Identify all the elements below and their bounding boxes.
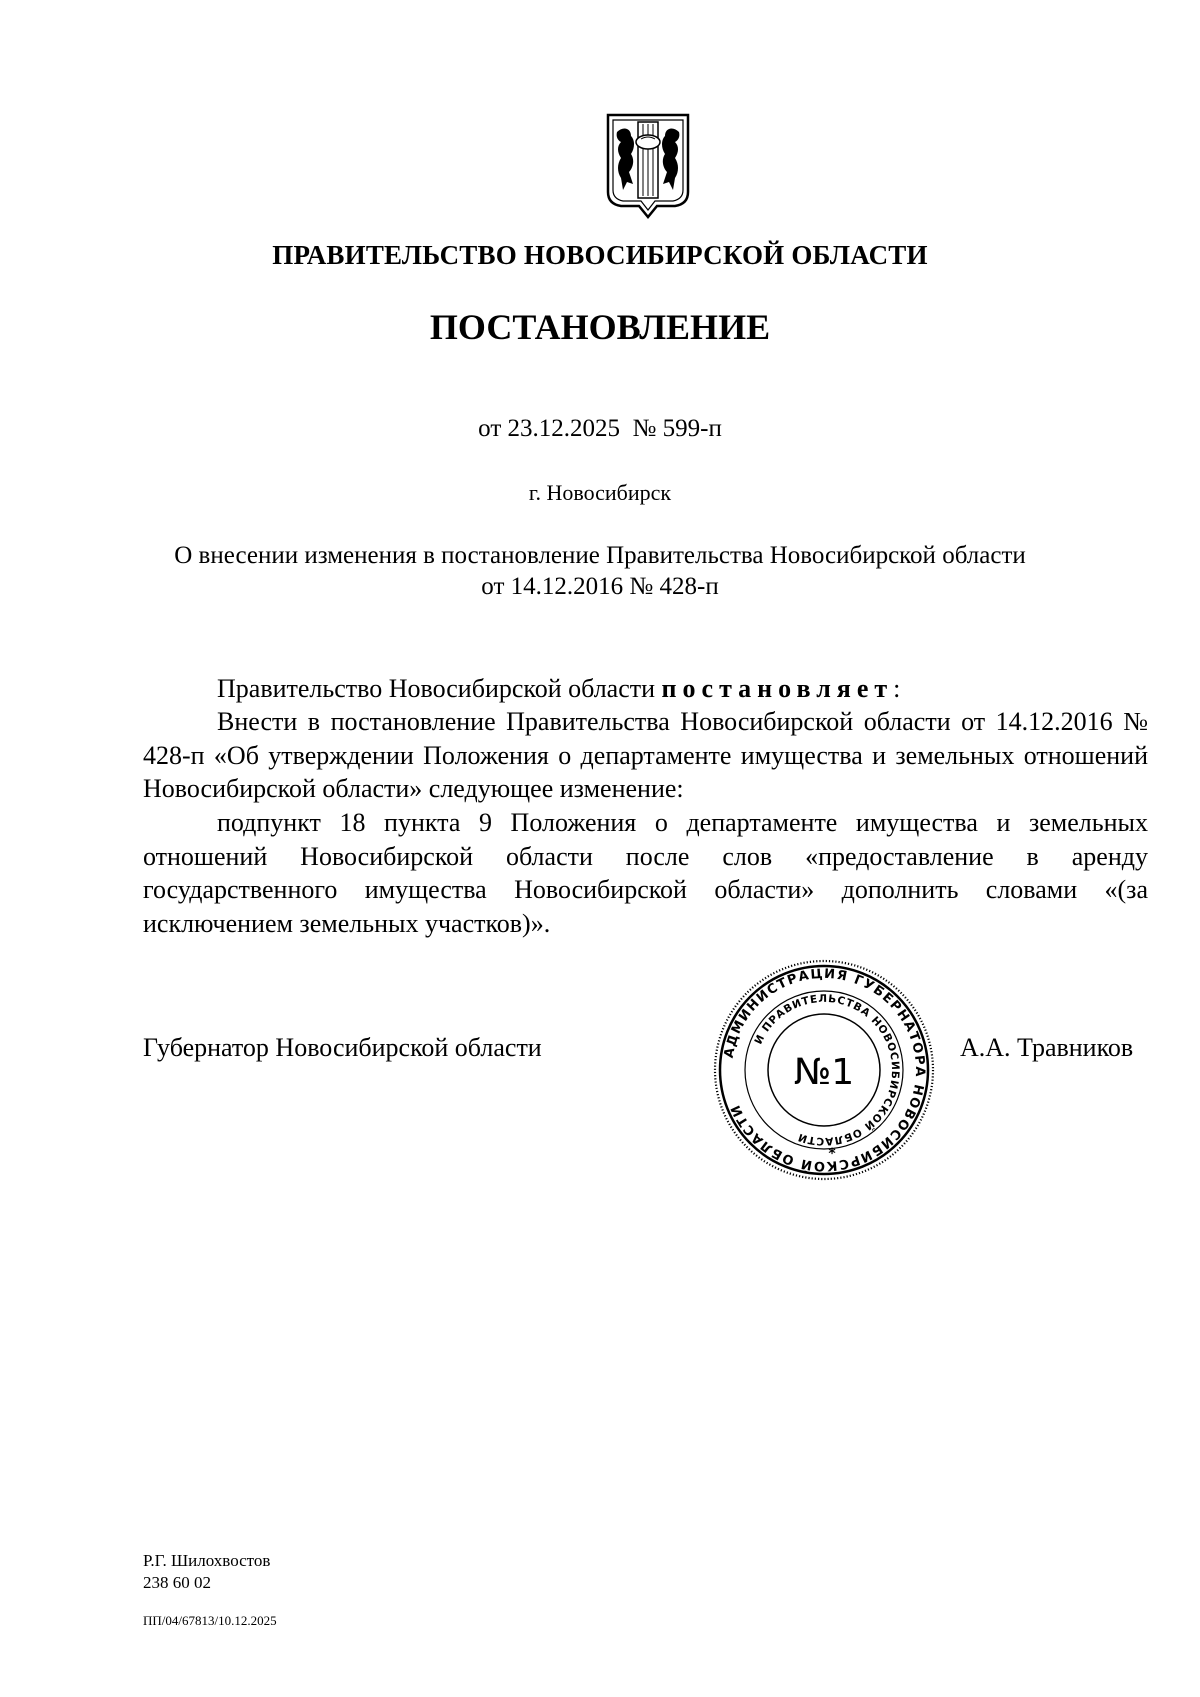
resolves-emphasis: постановляет: [661, 674, 894, 703]
subject-line-2: от 14.12.2016 № 428-п: [481, 573, 719, 600]
coat-of-arms-icon: [605, 112, 691, 220]
seal-star: *: [828, 1146, 836, 1162]
signer-title: Губернатор Новосибирской области: [143, 1033, 542, 1062]
document-city: г. Новосибирск: [528, 480, 672, 505]
subject-line-1: О внесении изменения в постановление Правительства Новосибирской области: [174, 542, 1026, 569]
executor-name: Р.Г. Шилохвостов: [143, 1551, 271, 1570]
document-registration-code: ПП/04/67813/10.12.2025: [143, 1613, 277, 1628]
seal-inner-text: И ПРАВИТЕЛЬСТВА НОВОСИБИРСКОЙ ОБЛАСТИ: [752, 992, 902, 1148]
document-subject: [0, 540, 1200, 602]
paragraph-change-text: подпункт 18 пункта 9 Положения о департаменте имущества и земельных отношений Новосибирской области после слов «предоставление в аренду государственного имущества Новосибирской области» дополнить словами «(за исключением земельных участков)».: [143, 808, 1148, 938]
seal-outer-text: АДМИНИСТРАЦИЯ ГУБЕРНАТОРА НОВОСИБИРСКОЙ ОБЛАСТИ: [721, 966, 928, 1174]
document-type-title: ПОСТАНОВЛЕНИЕ: [429, 307, 771, 347]
organization-name: ПРАВИТЕЛЬСТВО НОВОСИБИРСКОЙ ОБЛАСТИ: [272, 240, 928, 270]
paragraph-lead: Правительство Новосибирской области: [217, 674, 662, 703]
executor-phone: 238 60 02: [143, 1573, 211, 1592]
paragraph-colon: :: [893, 674, 901, 703]
paragraph-resolves: [143, 672, 1148, 706]
seal-center-number: №1: [793, 1052, 855, 1093]
document-date-number: от 23.12.2025 № 599-п: [478, 415, 722, 442]
executor-block: [143, 1550, 270, 1594]
official-seal-stamp: [712, 958, 936, 1182]
signer-name: А.А. Травников: [960, 1033, 1134, 1062]
paragraph-amendment: Внести в постановление Правительства Новосибирской области от 14.12.2016 № 428-п «Об утверждении Положения о департаменте имущества и земельных отношений Новосибирской области» следующее изменение:: [143, 707, 1148, 803]
